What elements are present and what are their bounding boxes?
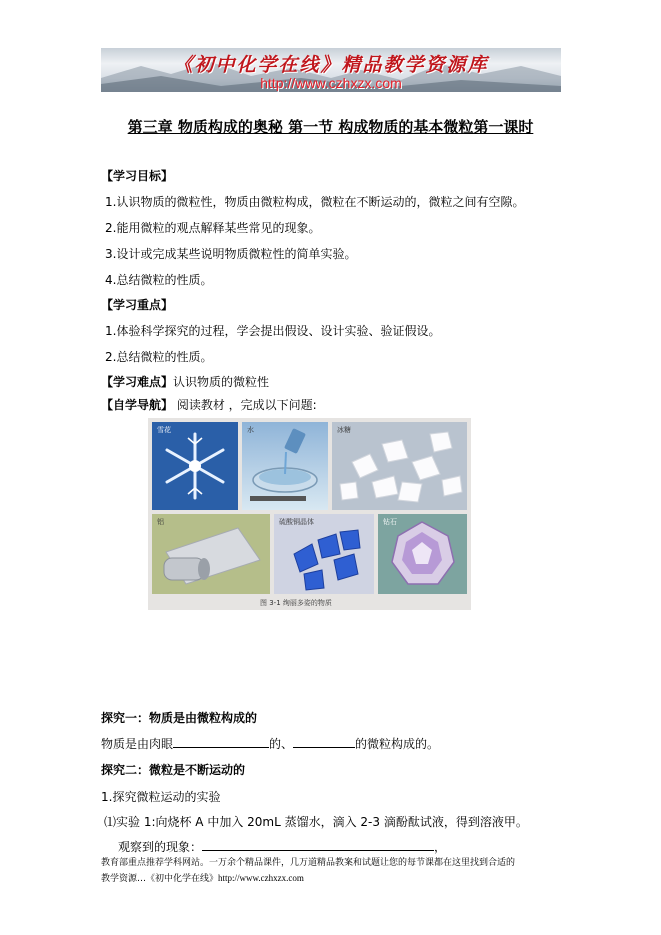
explore2-sub: 1.探究微粒运动的实验 xyxy=(101,790,221,804)
answer-blank-2[interactable] xyxy=(293,735,355,748)
guide-heading: 【自学导航】 xyxy=(101,398,174,412)
footer-line-2 xyxy=(101,871,304,884)
experiment-1: ⑴实验 1:向烧杯 A 中加入 20mL 蒸馏水，滴入 2-3 滴酚酞试液，得到溶液甲。 xyxy=(104,815,528,829)
answer-blank-observe[interactable] xyxy=(202,838,434,851)
panel-label-snowflake: 雪花 xyxy=(157,426,171,434)
goal-item-4: 4.总结微粒的性质。 xyxy=(105,273,213,287)
observe-line xyxy=(118,838,446,855)
answer-blank-1[interactable] xyxy=(173,735,269,748)
explore2-heading: 探究二：微粒是不断运动的 xyxy=(101,763,246,777)
explore1-text-a: 物质是由肉眼 xyxy=(101,737,174,751)
panel-label-copper-sulfate: 硫酸铜晶体 xyxy=(279,518,314,526)
footer-text: 教学资源…《初中化学在线》 xyxy=(101,874,219,884)
goals-heading: 【学习目标】 xyxy=(101,169,174,183)
difficulty-heading: 【学习难点】 xyxy=(101,375,174,389)
panel-label-water: 水 xyxy=(247,426,254,434)
guide-text: 阅读教材 ，完成以下问题: xyxy=(173,398,317,412)
focus-heading: 【学习重点】 xyxy=(101,298,174,312)
snowflake-icon xyxy=(152,422,238,510)
page-title: 第三章 物质构成的奥秘 第一节 构成物质的基本微粒第一课时 xyxy=(127,118,534,136)
observe-label: 观察到的现象： xyxy=(118,840,203,854)
goal-item-1: 1.认识物质的微粒性，物质由微粒构成，微粒在不断运动的，微粒之间有空隙。 xyxy=(105,195,525,209)
diamond-panel xyxy=(378,514,467,594)
explore1-heading: 探究一：物质是由微粒构成的 xyxy=(101,711,258,725)
materials-figure xyxy=(148,418,471,610)
panel-label-diamond: 钻石 xyxy=(383,518,397,526)
banner-title: 《初中化学在线》精品教学资源库 xyxy=(173,54,489,76)
banner-url[interactable]: http://www.czhxzx.com xyxy=(260,75,402,91)
explore1-line xyxy=(101,735,439,752)
rock-sugar-panel xyxy=(332,422,467,510)
focus-item-2: 2.总结微粒的性质。 xyxy=(105,350,213,364)
difficulty-line xyxy=(101,373,269,390)
water-panel xyxy=(242,422,328,510)
focus-item-1: 1.体验科学探究的过程，学会提出假设、设计实验、验证假设。 xyxy=(105,324,441,338)
explore1-text-b: 的、 xyxy=(269,737,294,751)
snowflake-panel xyxy=(152,422,238,510)
goal-item-2: 2.能用微粒的观点解释某些常见的现象。 xyxy=(105,221,321,235)
copper-sulfate-panel xyxy=(274,514,374,594)
explore1-text-c: 的微粒构成的。 xyxy=(355,737,440,751)
panel-label-aluminum: 铝 xyxy=(157,518,164,526)
footer-line-1: 教育部重点推荐学科网站。一万余个精品课件，几万道精品教案和试题让您的每节课都在这里找到合适的 xyxy=(101,858,516,868)
footer-url[interactable]: http://www.czhxzx.com xyxy=(218,873,304,883)
rock-sugar-icon xyxy=(332,422,467,510)
difficulty-text: 认识物质的微粒性 xyxy=(173,375,270,389)
panel-label-rock-sugar: 冰糖 xyxy=(337,426,351,434)
goal-item-3: 3.设计或完成某些说明物质微粒性的简单实验。 xyxy=(105,247,357,261)
water-dish-icon xyxy=(242,422,328,510)
figure-caption: 图 3-1 绚丽多姿的物质 xyxy=(260,599,332,607)
observe-end: ， xyxy=(434,840,447,854)
guide-line xyxy=(101,396,317,413)
aluminum-foil-icon xyxy=(152,514,270,594)
header-banner xyxy=(101,48,561,92)
aluminum-panel xyxy=(152,514,270,594)
